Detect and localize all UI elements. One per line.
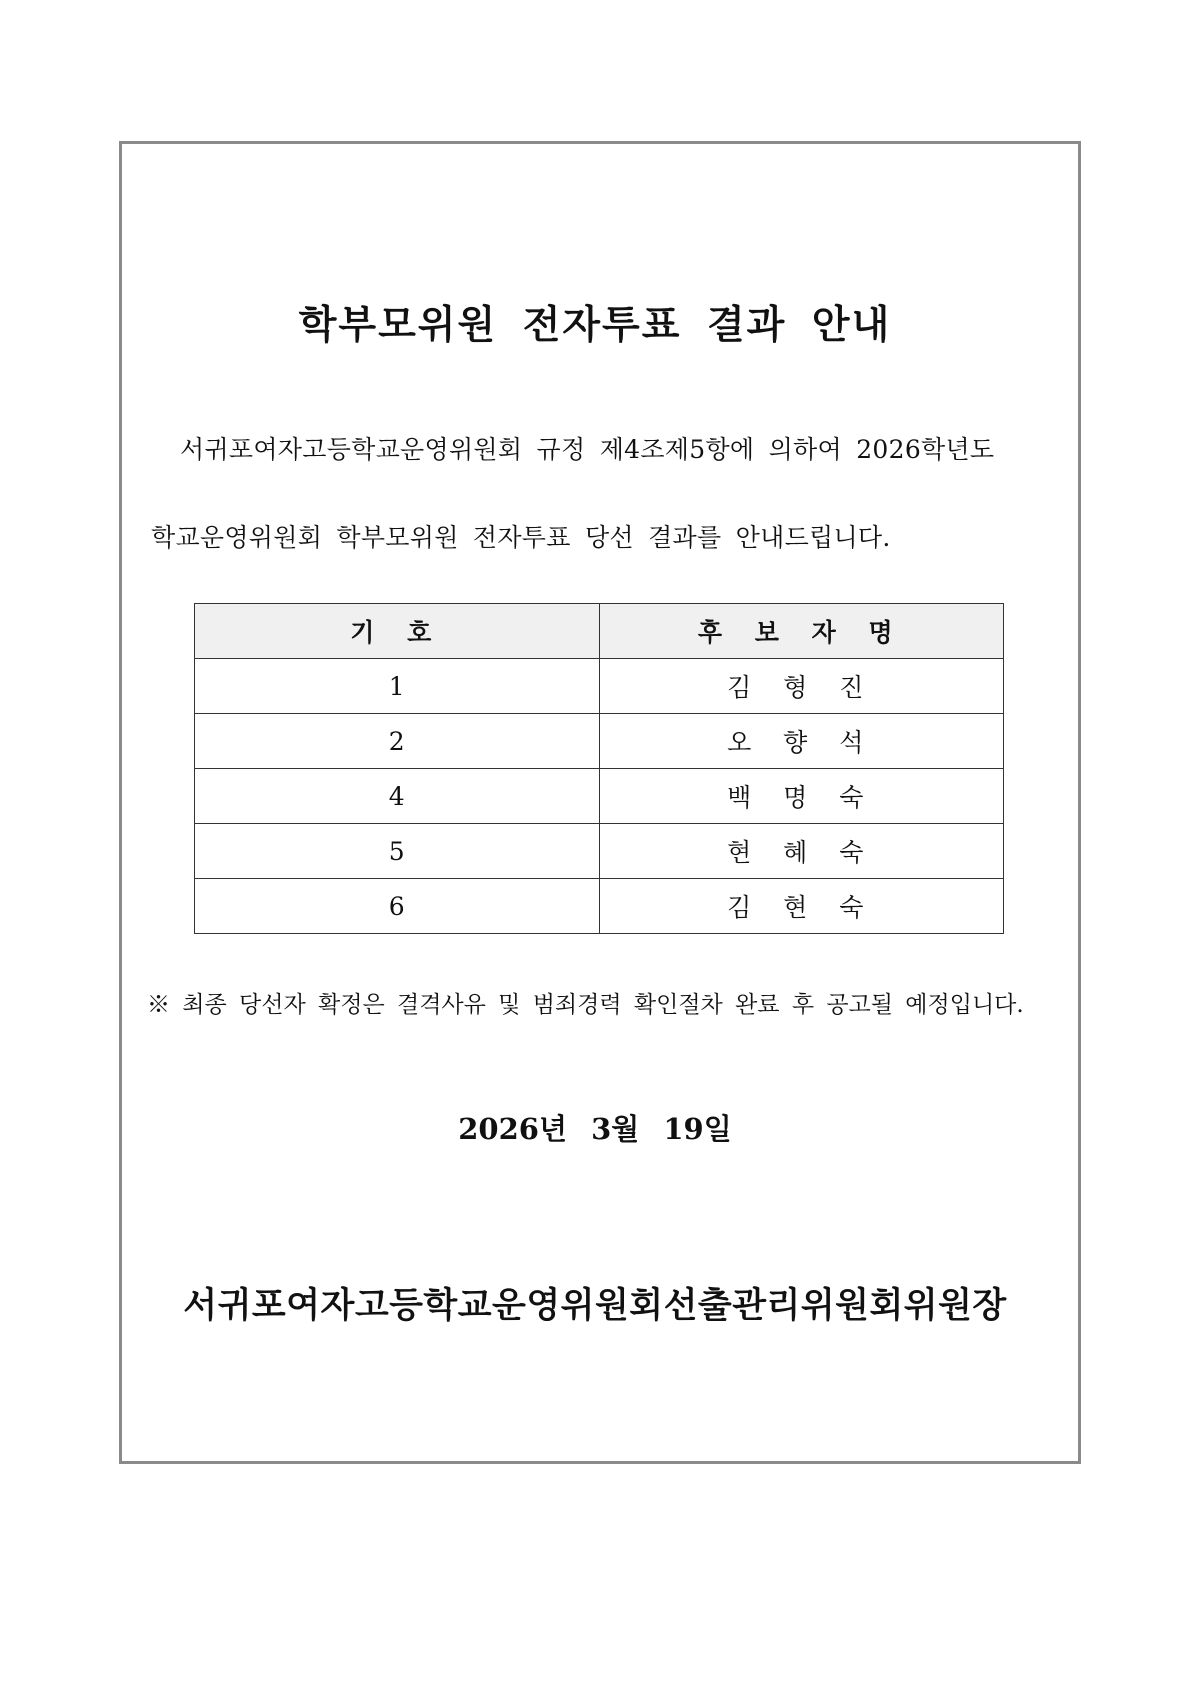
table-header-row: [195, 604, 1004, 659]
issue-date: 2026년 3월 19일: [458, 1112, 732, 1146]
candidate-number: 2: [195, 714, 600, 769]
candidate-number: 1: [195, 659, 600, 714]
candidate-number: 5: [195, 824, 600, 879]
candidate-name: 현 혜 숙: [599, 824, 1004, 879]
header-candidate-name: 후 보 자 명: [599, 604, 1004, 659]
candidate-number: 4: [195, 769, 600, 824]
candidate-name: 오 향 석: [599, 714, 1004, 769]
document-title: 학부모위원 전자투표 결과 안내: [298, 303, 892, 348]
candidate-name: 백 명 숙: [599, 769, 1004, 824]
intro-line-2: 학교운영위원회 학부모위원 전자투표 당선 결과를 안내드립니다.: [151, 523, 891, 552]
table-row: [195, 714, 1004, 769]
table-row: [195, 769, 1004, 824]
candidate-name: 김 형 진: [599, 659, 1004, 714]
intro-line-1: 서귀포여자고등학교운영위원회 규정 제4조제5항에 의하여 2026학년도: [180, 435, 995, 464]
candidate-table: [194, 603, 1004, 934]
table-row: [195, 824, 1004, 879]
table-row: [195, 879, 1004, 934]
candidate-number: 6: [195, 879, 600, 934]
notice-footnote: ※ 최종 당선자 확정은 결격사유 및 범죄경력 확인절차 완료 후 공고될 예정입니다.: [147, 992, 1024, 1018]
candidate-name: 김 현 숙: [599, 879, 1004, 934]
table-row: [195, 659, 1004, 714]
header-number: 기 호: [195, 604, 600, 659]
issuer-signature-line: 서귀포여자고등학교운영위원회선출관리위원회위원장: [183, 1285, 1007, 1326]
